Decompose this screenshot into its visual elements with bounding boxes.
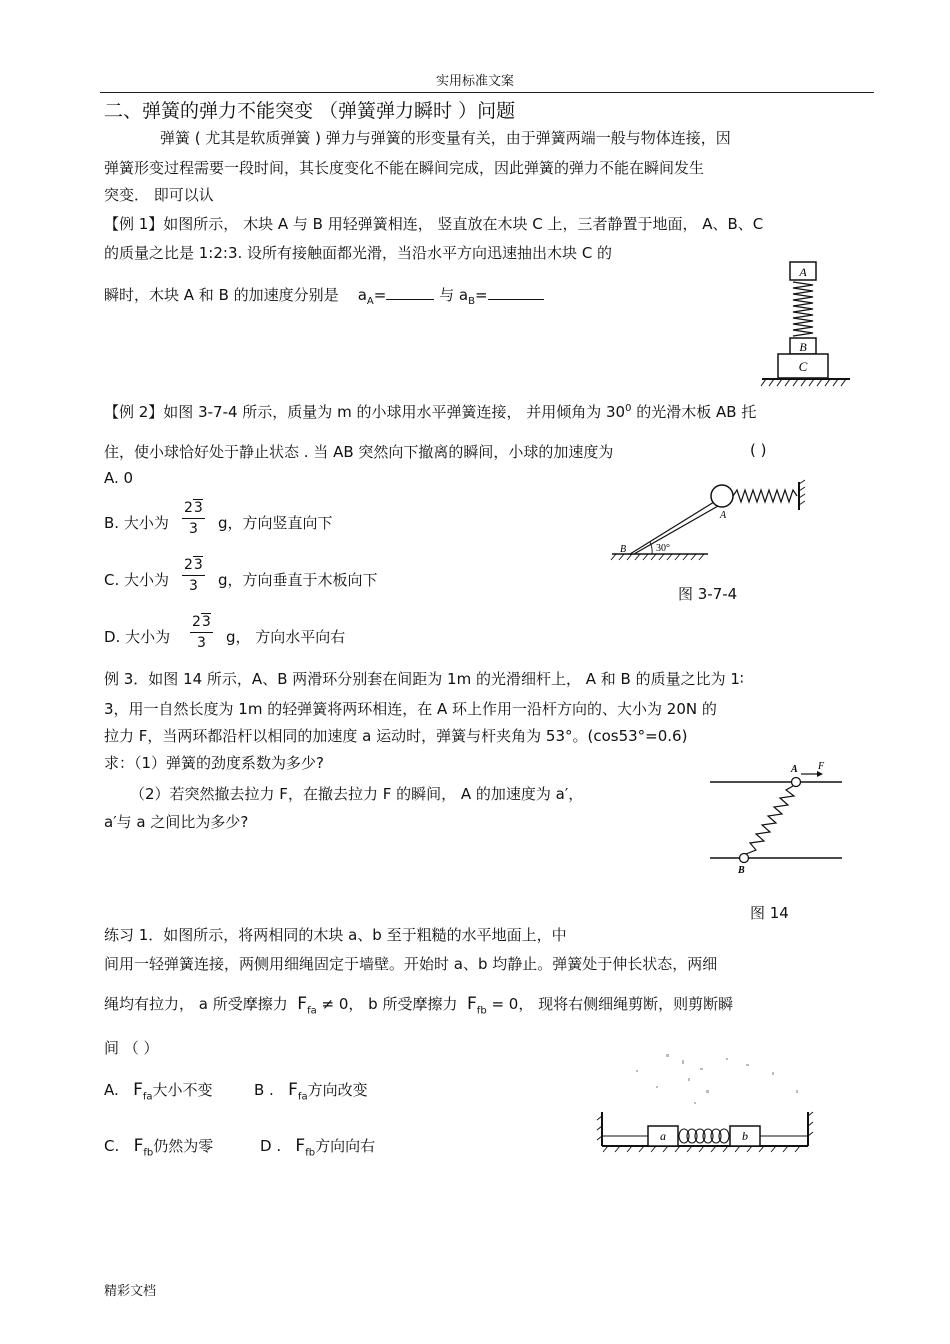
ex2-option-a: A. 0 <box>104 469 134 487</box>
ring-a <box>792 778 801 787</box>
ex3-line-4: 求：（1）弹簧的劲度系数为多少? <box>104 754 325 772</box>
practice1-line-3: 绳均有拉力， a 所受摩擦力 $F_{fa} \ne 0$， b 所受摩擦力 $F_{fb} = 0$， 现将右侧细绳剪断，则剪断瞬 <box>104 994 734 1017</box>
ex1-and: 与 <box>439 286 455 304</box>
ex2-paren: ( ) <box>750 441 767 459</box>
ex3-figure <box>702 756 852 878</box>
ex1-line-2: 的质量之比是 1:2:3. 设所有接触面都光滑，当沿水平方向迅速抽出木块 C 的 <box>104 244 613 262</box>
ex3-line-3: 拉力 F，当两环都沿杆以相同的加速度 a 运动时，弹簧与杆夹角为 53°。(cos53°=0.6) <box>104 727 688 745</box>
ex2-option-d-post: g， 方向水平向右 <box>226 628 346 646</box>
ex2-option-c-post: g，方向垂直于木板向下 <box>218 571 378 589</box>
page-header: 实用标准文案 <box>435 74 514 89</box>
ex2-line-2: 住，使小球恰好处于静止状态 . 当 AB 突然向下撤离的瞬间，小球的加速度为 <box>104 443 614 461</box>
block-a-label: A <box>799 265 807 279</box>
force-label: F <box>818 761 825 772</box>
block-b-label: b <box>742 1129 748 1143</box>
block-b-label: B <box>799 340 807 354</box>
board-end-a: A <box>720 510 727 521</box>
angle-label: 30° <box>656 543 670 554</box>
ball <box>711 485 733 507</box>
intro-line-1: 弹簧 ( 尤其是软质弹簧 ) 弹力与弹簧的形变量有关，由于弹簧两端一般与物体连接，因 <box>160 129 731 147</box>
ex1-line-3: 瞬时，木块 A 和 B 的加速度分别是 $a_A=$ 与 $a_B=$ <box>104 284 544 307</box>
ex2-degree: 0 <box>625 403 632 414</box>
header-rule <box>100 92 874 93</box>
practice1-line-4: 间 （ ） <box>104 1039 159 1057</box>
ex3-line-1: 例 3．如图 14 所示，A、B 两滑环分别套在间距为 1m 的光滑细杆上， A 和 B 的质量之比为 1∶ <box>104 670 744 688</box>
incline-board <box>630 502 718 554</box>
ex1-blank-a <box>386 285 434 300</box>
ring-a-label: A <box>791 764 798 775</box>
practice1-line-1: 练习 1．如图所示，将两相同的木块 a、b 至于粗糙的水平地面上，中 <box>104 926 567 944</box>
ex2-option-c-pre: C. 大小为 <box>104 571 170 589</box>
ex2-option-b-post: g，方向竖直向下 <box>218 514 333 532</box>
ring-b-label: B <box>738 865 745 876</box>
page-footer: 精彩文档 <box>104 1284 157 1299</box>
intro-line-2: 弹簧形变过程需要一段时间，其长度变化不能在瞬间完成，因此弹簧的弹力不能在瞬间发生 <box>104 159 705 177</box>
ex3-line-5: （2）若突然撤去拉力 F，在撤去拉力 F 的瞬间， A 的加速度为 a′， <box>130 785 584 803</box>
board-end-b: B <box>620 544 627 555</box>
practice1-option-d: D . $F_{fb}$方向向右 <box>260 1136 376 1159</box>
scan-noise <box>636 1054 798 1104</box>
spring-ab <box>679 1129 729 1143</box>
ex3-figure-caption: 图 14 <box>750 904 789 922</box>
ex2-figure <box>608 478 808 568</box>
ex2-option-d-fraction: $\frac{23}{3}$ <box>192 614 211 651</box>
block-c-label: C <box>798 359 808 374</box>
slanted-spring <box>746 786 794 854</box>
ex3-line-2: 3，用一自然长度为 1m 的轻弹簧将两环相连，在 A 环上作用一沿杆方向的、大小为 20N 的 <box>104 700 717 718</box>
section-title: 二、弹簧的弹力不能突变 （弹簧弹力瞬时 ）问题 <box>104 100 516 122</box>
ex3-line-6: a′与 a 之间比为多少? <box>104 813 249 831</box>
ex1-aB: $a_B$ <box>458 286 475 307</box>
ex1-line-1: 【例 1】如图所示， 木块 A 与 B 用轻弹簧相连， 竖直放在木块 C 上，三者静置于地面， A、B、C <box>104 215 764 233</box>
practice1-figure <box>596 1050 816 1170</box>
ex1-aA: $a_A$ <box>357 286 374 307</box>
horizontal-spring <box>733 490 797 502</box>
ex2-option-b-fraction: $\frac{23}{3}$ <box>184 500 203 537</box>
spring-ab <box>793 282 813 336</box>
practice1-option-c: C. $F_{fb}$仍然为零 <box>104 1136 214 1159</box>
practice1-option-a: A. $F_{fa}$大小不变 <box>104 1080 213 1103</box>
ex1-blank-b <box>488 285 544 300</box>
ex2-figure-caption: 图 3-7-4 <box>678 585 738 603</box>
ex2-line-1: 【例 2】如图 3-7-4 所示，质量为 m 的小球用水平弹簧连接， 并用倾角为 $30^0$ 的光滑木板 AB 托 <box>104 403 757 421</box>
ex1-figure <box>760 258 860 388</box>
ex2-option-c-fraction: $\frac{23}{3}$ <box>184 557 203 594</box>
practice1-line-2: 间用一轻弹簧连接，两侧用细绳固定于墙壁。开始时 a、b 均静止。弹簧处于伸长状态，两细 <box>104 955 718 973</box>
ex2-option-b-pre: B. 大小为 <box>104 514 169 532</box>
ring-b <box>740 854 749 863</box>
intro-line-3: 突变． 即可以认 <box>104 186 214 204</box>
ex2-option-d-pre: D. 大小为 <box>104 628 171 646</box>
practice1-Ffa: $F_{fa}$ <box>297 994 317 1017</box>
practice1-option-b: B . $F_{fa}$方向改变 <box>254 1080 368 1103</box>
block-a-label: a <box>660 1129 666 1143</box>
ex1-line-3-prefix: 瞬时，木块 A 和 B 的加速度分别是 <box>104 286 339 304</box>
practice1-Ffb: $F_{fb}$ <box>467 994 487 1017</box>
ground-hatch <box>761 379 846 386</box>
